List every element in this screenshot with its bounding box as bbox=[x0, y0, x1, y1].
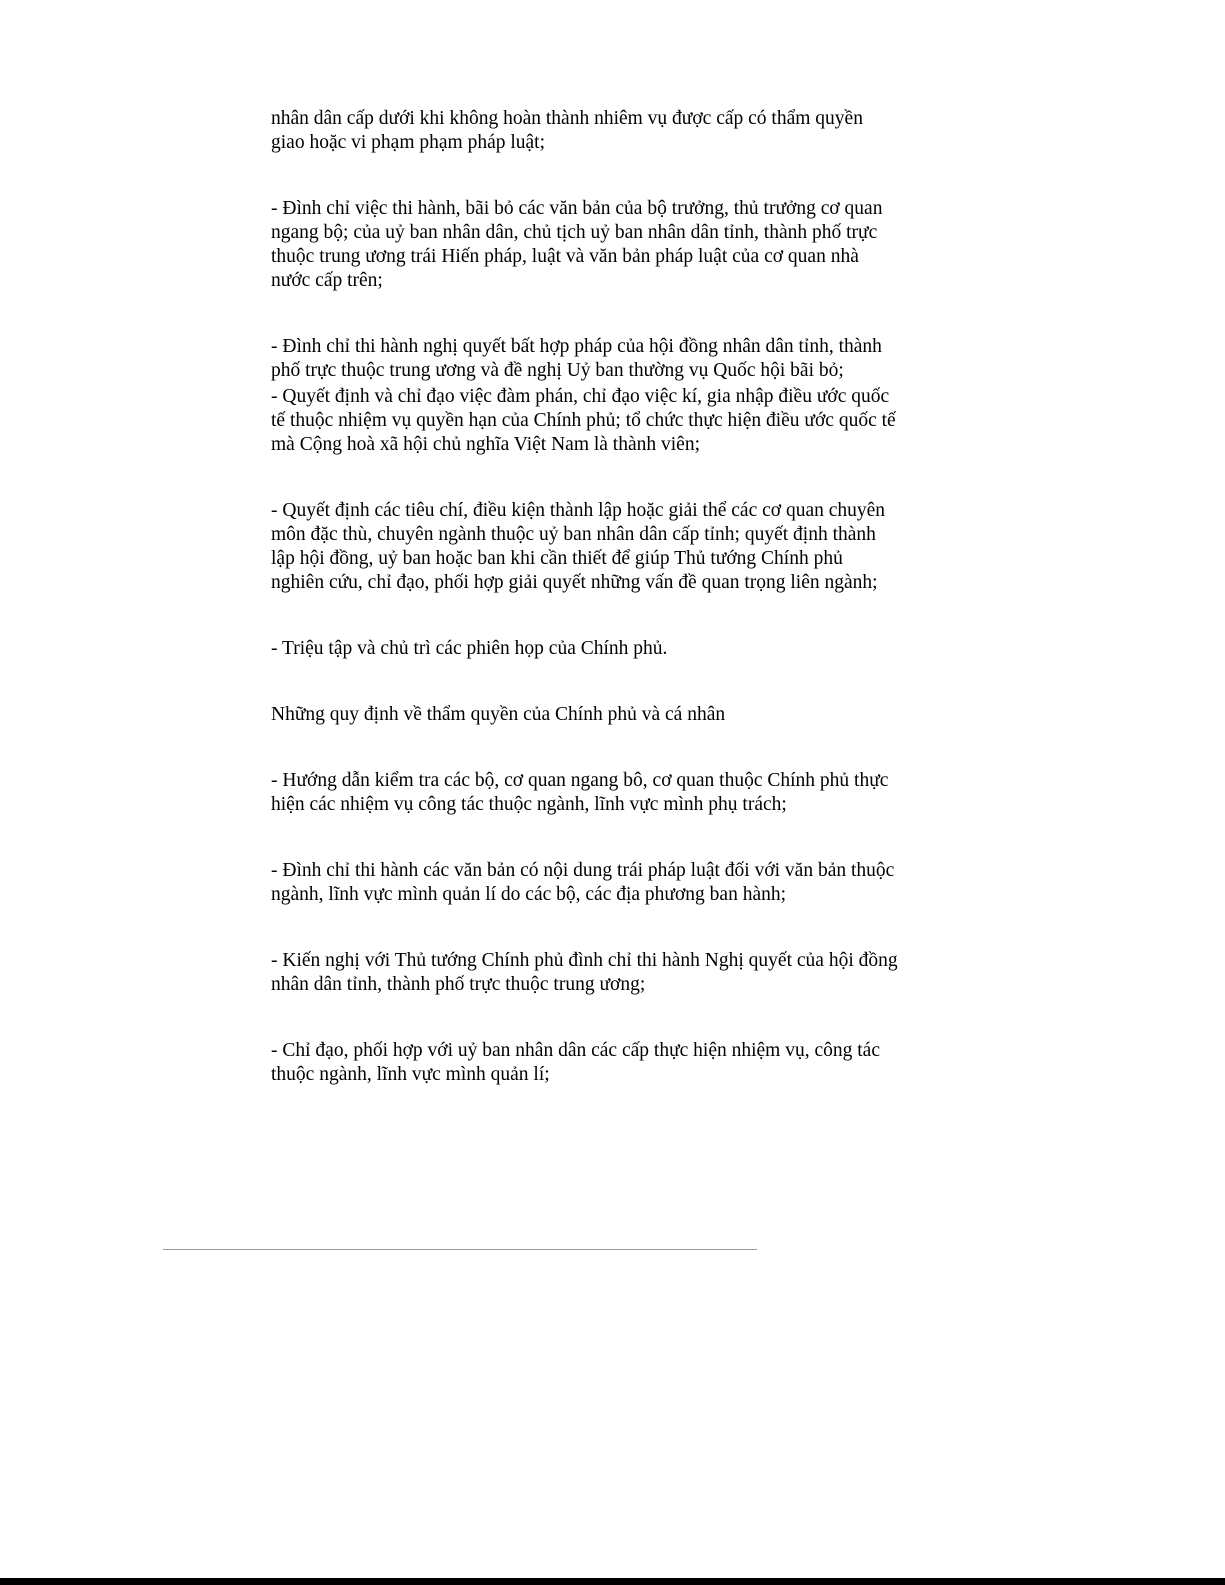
document-body bbox=[271, 107, 951, 1087]
text-line: phố trực thuộc trung ương và đề nghị Uỷ ban thường vụ Quốc hội bãi bỏ; bbox=[271, 360, 844, 381]
text-line: mà Cộng hoà xã hội chủ nghĩa Việt Nam là thành viên; bbox=[271, 434, 700, 455]
text-line: - Đình chỉ thi hành các văn bản có nội dung trái pháp luật đối với văn bản thuộc bbox=[271, 860, 895, 881]
text-line: - Hướng dẫn kiểm tra các bộ, cơ quan ngang bô, cơ quan thuộc Chính phủ thực bbox=[271, 770, 889, 791]
text-line: - Đình chỉ thi hành nghị quyết bất hợp pháp của hội đồng nhân dân tỉnh, thành bbox=[271, 336, 882, 357]
text-line: - Triệu tập và chủ trì các phiên họp của Chính phủ. bbox=[271, 638, 668, 659]
paragraph bbox=[271, 335, 951, 383]
text-line: lập hội đồng, uỷ ban hoặc ban khi cần thiết để giúp Thủ tướng Chính phủ bbox=[271, 548, 843, 569]
text-line: ngành, lĩnh vực mình quản lí do các bộ, các địa phương ban hành; bbox=[271, 884, 787, 905]
text-line: nhân dân tỉnh, thành phố trực thuộc trung ương; bbox=[271, 974, 646, 995]
text-line: thuộc ngành, lĩnh vực mình quản lí; bbox=[271, 1064, 550, 1085]
paragraph bbox=[271, 107, 951, 155]
text-line: - Kiến nghị với Thủ tướng Chính phủ đình chỉ thi hành Nghị quyết của hội đồng bbox=[271, 950, 898, 971]
page-bottom-edge bbox=[0, 1578, 1225, 1585]
text-line: thuộc trung ương trái Hiến pháp, luật và văn bản pháp luật của cơ quan nhà bbox=[271, 246, 859, 267]
paragraph bbox=[271, 769, 951, 817]
text-line: tế thuộc nhiệm vụ quyền hạn của Chính phủ; tổ chức thực hiện điều ước quốc tế bbox=[271, 410, 896, 431]
text-line: nghiên cứu, chỉ đạo, phối hợp giải quyết những vấn đề quan trọng liên ngành; bbox=[271, 572, 878, 593]
paragraph bbox=[271, 859, 951, 907]
text-line: môn đặc thù, chuyên ngành thuộc uỷ ban nhân dân cấp tỉnh; quyết định thành bbox=[271, 524, 876, 545]
text-line: - Chỉ đạo, phối hợp với uỷ ban nhân dân các cấp thực hiện nhiệm vụ, công tác bbox=[271, 1040, 880, 1061]
text-line: giao hoặc vi phạm phạm pháp luật; bbox=[271, 132, 546, 153]
paragraph bbox=[271, 637, 951, 661]
paragraph bbox=[271, 499, 951, 595]
paragraph bbox=[271, 197, 951, 293]
text-line: - Đình chỉ việc thi hành, bãi bỏ các văn bản của bộ trưởng, thủ trưởng cơ quan bbox=[271, 198, 883, 219]
text-line: Những quy định về thẩm quyền của Chính phủ và cá nhân bbox=[271, 704, 726, 725]
text-line: ngang bộ; của uỷ ban nhân dân, chủ tịch uỷ ban nhân dân tỉnh, thành phố trực bbox=[271, 222, 878, 243]
section-heading bbox=[271, 703, 951, 727]
text-line: nước cấp trên; bbox=[271, 270, 383, 291]
text-line: hiện các nhiệm vụ công tác thuộc ngành, lĩnh vực mình phụ trách; bbox=[271, 794, 787, 815]
paragraph bbox=[271, 385, 951, 457]
text-line: - Quyết định các tiêu chí, điều kiện thành lập hoặc giải thể các cơ quan chuyên bbox=[271, 500, 886, 521]
text-line: nhân dân cấp dưới khi không hoàn thành nhiêm vụ được cấp có thẩm quyền bbox=[271, 108, 863, 129]
footnote-divider bbox=[163, 1249, 757, 1250]
text-line: - Quyết định và chỉ đạo việc đàm phán, chỉ đạo việc kí, gia nhập điều ước quốc bbox=[271, 386, 890, 407]
paragraph bbox=[271, 949, 951, 997]
paragraph bbox=[271, 1039, 951, 1087]
